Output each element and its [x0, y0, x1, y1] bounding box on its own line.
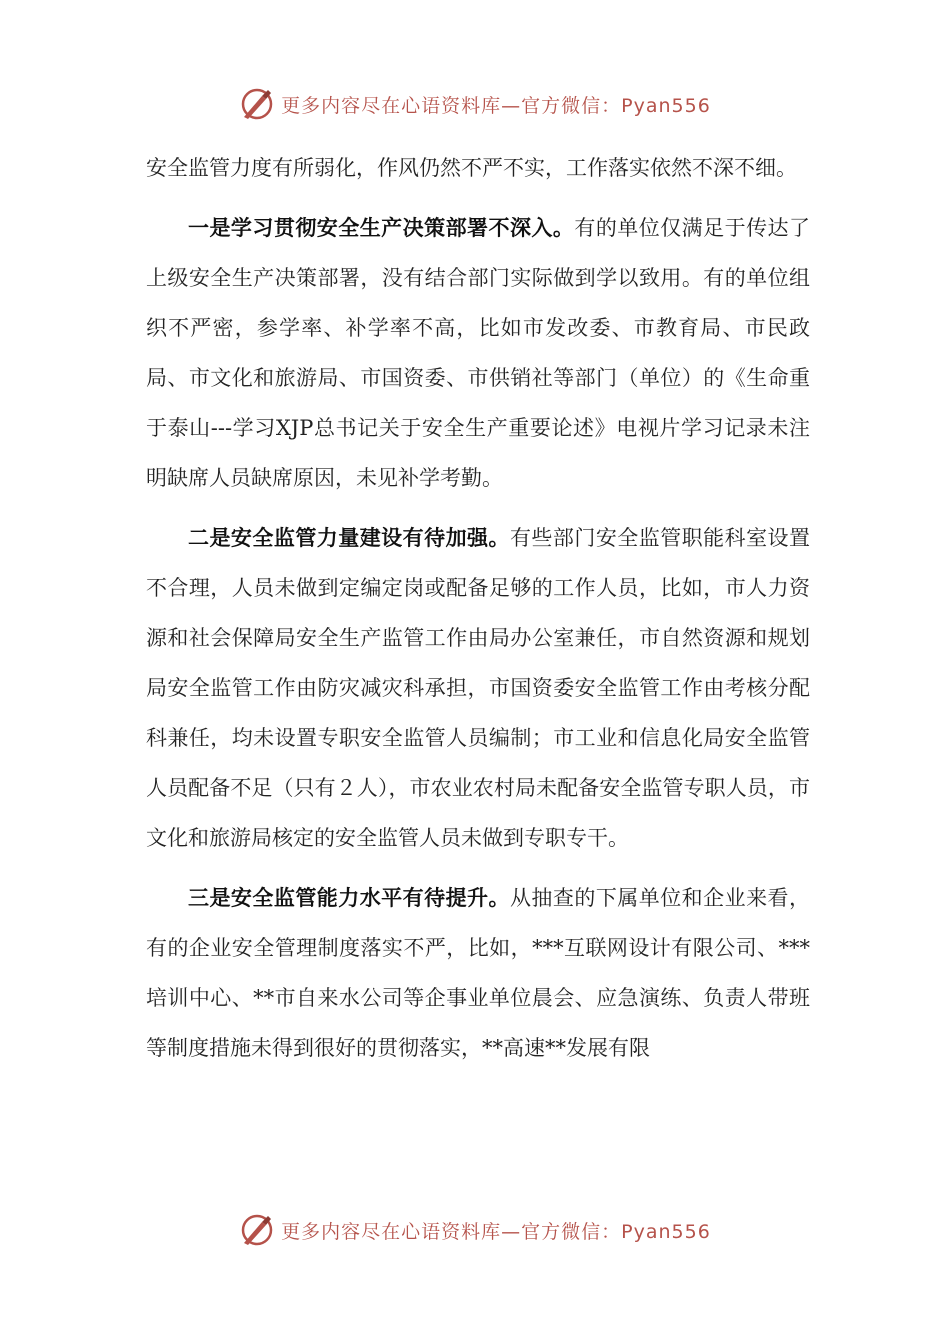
paragraph-text: 有些部门安全监管职能科室设置不合理，人员未做到定编定岗或配备足够的工作人员，比如，市人力资源和社会保障局安全生产监管工作由局办公室兼任，市自然资源和规划局安全监管工作由防灾减灾科承担，市国资委安全监管工作由考核分配科兼任，均未设置专职安全监管人员编制；市工业和信息化局安全监管人员配备不足（只有２人），市农业农村局未配备安全监管专职人员，市文化和旅游局核定的安全监管人员未做到专职专干。 — [146, 526, 811, 850]
paragraph — [146, 203, 810, 503]
paragraph-heading: 二是安全监管力量建设有待加强。 — [188, 525, 510, 550]
paragraph — [146, 143, 810, 193]
paragraph-heading: 三是安全监管能力水平有待提升。 — [188, 885, 510, 910]
paragraph-text: 安全监管力度有所弱化，作风仍然不严不实，工作落实依然不深不细。 — [146, 156, 797, 180]
footer-watermark — [0, 1210, 950, 1250]
paragraph-heading: 一是学习贯彻安全生产决策部署不深入。 — [188, 215, 575, 240]
pen-logo-icon — [239, 86, 275, 122]
pen-logo-icon — [239, 1212, 275, 1248]
paragraph-text: 从抽查的下属单位和企业来看，有的企业安全管理制度落实不严，比如，***互联网设计有限公司、***培训中心、**市自来水公司等企事业单位晨会、应急演练、负责人带班等制度措施未得到很好的贯彻落实，**高速**发展有限 — [146, 886, 811, 1060]
header-watermark — [0, 84, 950, 124]
watermark-text: 更多内容尽在心语资料库—官方微信：Pyan556 — [281, 1220, 711, 1243]
watermark-text: 更多内容尽在心语资料库—官方微信：Pyan556 — [281, 94, 711, 117]
document-body — [146, 143, 810, 1083]
paragraph — [146, 513, 810, 863]
paragraph-text: 有的单位仅满足于传达了上级安全生产决策部署，没有结合部门实际做到学以致用。有的单位组织不严密，参学率、补学率不高，比如市发改委、市教育局、市民政局、市文化和旅游局、市国资委、市供销社等部门（单位）的《生命重于泰山---学习XJP总书记关于安全生产重要论述》电视片学习记录未注明缺席人员缺席原因，未见补学考勤。 — [146, 216, 811, 490]
paragraph — [146, 873, 810, 1073]
